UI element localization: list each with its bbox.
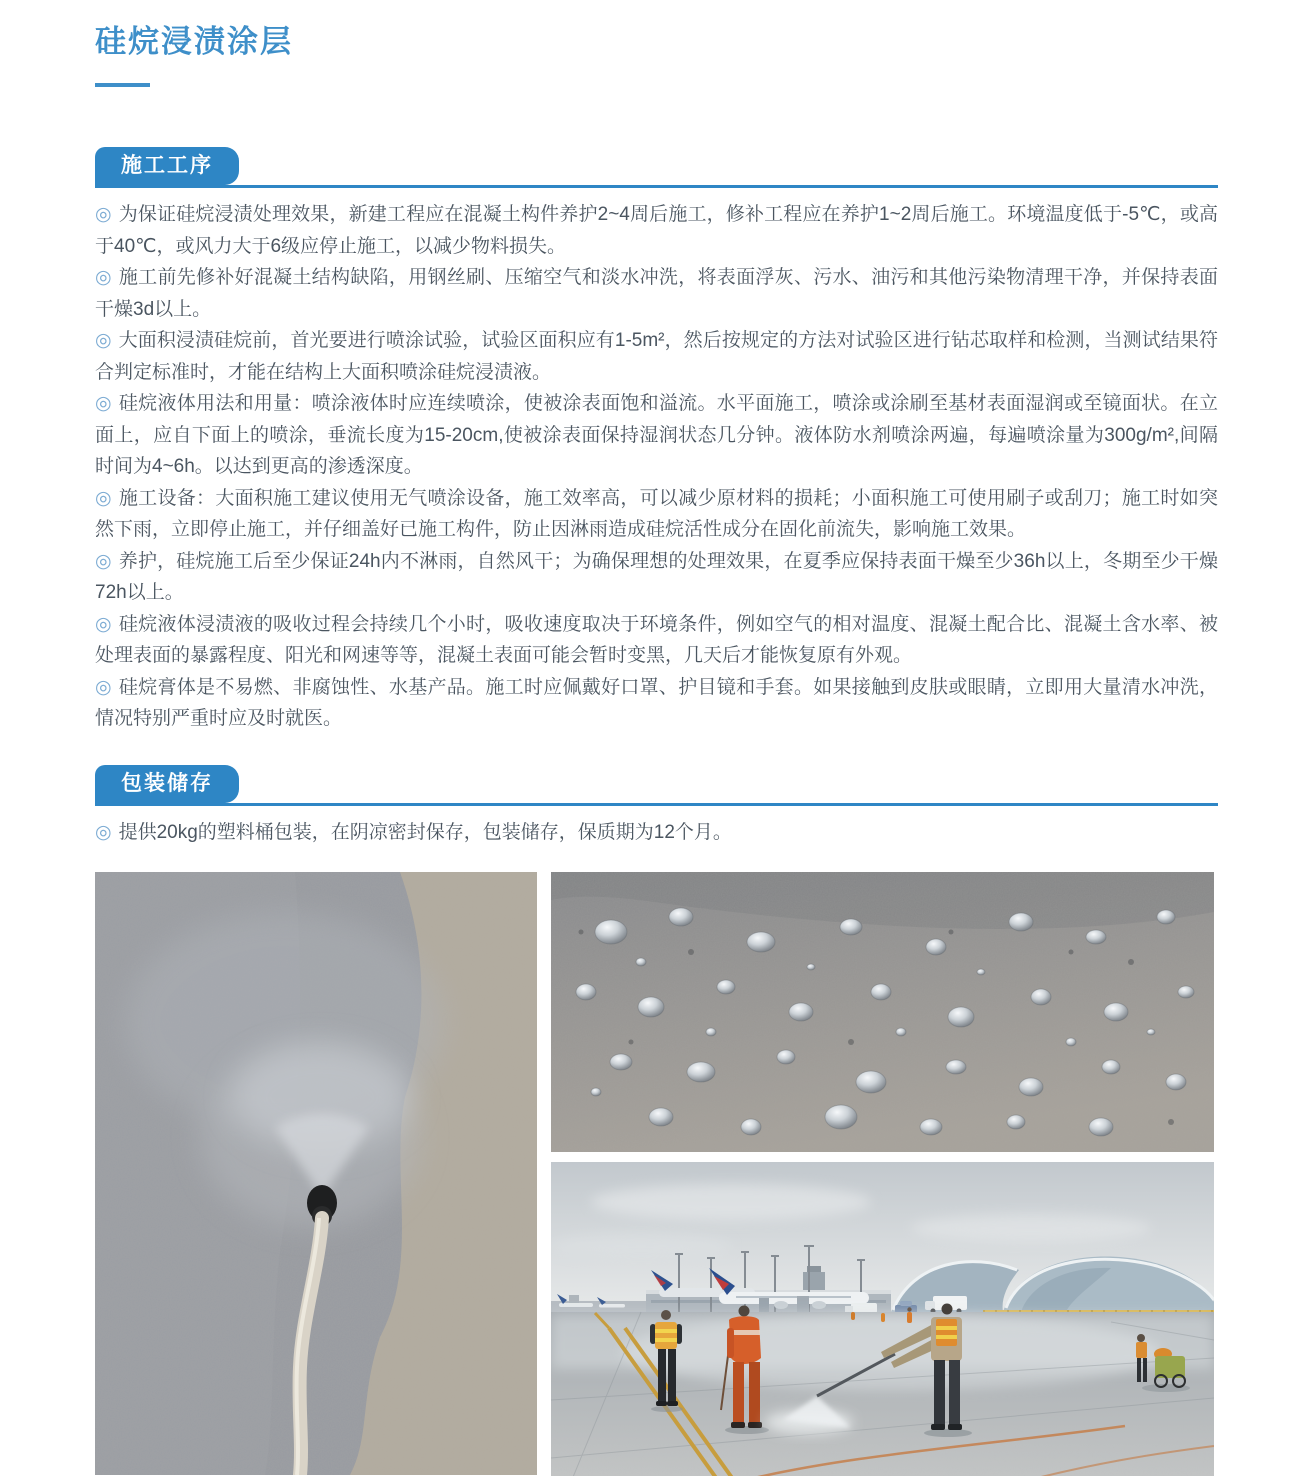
paragraph-text: 硅烷液体浸渍液的吸收过程会持续几个小时，吸收速度取决于环境条件，例如空气的相对温度、混凝土配合比、混凝土含水率、被处理表面的暴露程度、阳光和网速等等，混凝土表面可能会暂时变黑，几天后才能恢复原有外观。 (95, 613, 1218, 666)
section-tab-label: 施工工序 (95, 147, 239, 185)
paragraph (95, 672, 1218, 735)
construction-paragraphs (95, 199, 1218, 735)
paragraph (95, 262, 1218, 325)
bullet-icon: ◎ (95, 393, 112, 414)
paragraph-text: 提供20kg的塑料桶包装，在阴凉密封保存，包装储存，保质期为12个月。 (118, 821, 732, 843)
bullet-icon: ◎ (95, 550, 112, 572)
paragraph (95, 546, 1218, 609)
photo-column-right (551, 872, 1214, 1476)
hydrophobic-droplets-photo (551, 872, 1214, 1152)
section-header-packaging (95, 765, 1218, 806)
bullet-icon: ◎ (95, 821, 112, 843)
title-divider (95, 83, 150, 87)
paragraph (95, 325, 1218, 388)
page-title: 硅烷浸渍涂层 (95, 24, 293, 59)
paragraph-text: 施工设备：大面积施工建议使用无气喷涂设备，施工效率高，可以减少原材料的损耗；小面积施工可使用刷子或刮刀；施工时如突然下雨，立即停止施工，并仔细盖好已施工构件，防止因淋雨造成硅烷活性成分在固化前流失，影响施工效果。 (95, 487, 1218, 540)
paragraph-text: 大面积浸渍硅烷前，首光要进行喷涂试验，试验区面积应有1-5m²，然后按规定的方法对试验区进行钻芯取样和检测，当测试结果符合判定标准时，才能在结构上大面积喷涂硅烷浸渍液。 (95, 330, 1218, 383)
paragraph (95, 609, 1218, 672)
bullet-icon: ◎ (95, 676, 112, 698)
paragraph (95, 817, 1218, 849)
paragraph (95, 483, 1218, 546)
paragraph-text: 硅烷膏体是不易燃、非腐蚀性、水基产品。施工时应佩戴好口罩、护目镜和手套。如果接触到皮肤或眼睛，立即用大量清水冲洗，情况特别严重时应及时就医。 (95, 676, 1218, 729)
section-header-construction (95, 147, 1218, 188)
bullet-icon: ◎ (95, 330, 112, 351)
bullet-icon: ◎ (95, 613, 112, 635)
paragraph-text: 施工前先修补好混凝土结构缺陷，用钢丝刷、压缩空气和淡水冲洗，将表面浮灰、污水、油污和其他污染物清理干净，并保持表面干燥3d以上。 (95, 267, 1218, 320)
silane-spray-wall-photo (95, 872, 537, 1475)
bullet-icon: ◎ (95, 204, 112, 225)
paragraph-text: 为保证硅烷浸渍处理效果，新建工程应在混凝土构件养护2~4周后施工，修补工程应在养护1~2周后施工。环境温度低于-5℃，或高于40℃，或风力大于6级应停止施工，以减少物料损失。 (95, 204, 1218, 257)
airport-apron-photo (551, 1162, 1214, 1476)
paragraph (95, 388, 1218, 483)
bullet-icon: ◎ (95, 487, 112, 509)
photo-gallery (95, 872, 1218, 1476)
page-content (95, 0, 1218, 1476)
section-tab-label: 包装储存 (95, 765, 239, 803)
paragraph (95, 199, 1218, 262)
paragraph-text: 养护，硅烷施工后至少保证24h内不淋雨，自然风干；为确保理想的处理效果，在夏季应保持表面干燥至少36h以上，冬期至少干燥72h以上。 (95, 550, 1218, 603)
bullet-icon: ◎ (95, 267, 112, 288)
packaging-paragraphs (95, 817, 1218, 849)
paragraph-text: 硅烷液体用法和用量：喷涂液体时应连续喷涂，使被涂表面饱和溢流。水平面施工，喷涂或涂刷至基材表面湿润或至镜面状。在立面上，应自下面上的喷涂，垂流长度为15-20cm,使被涂表面保持湿润状态几分钟。液体防水剂喷涂两遍，每遍喷涂量为300g/m²,间隔时间为4~6h。以达到更高的渗透深度。 (95, 393, 1218, 477)
